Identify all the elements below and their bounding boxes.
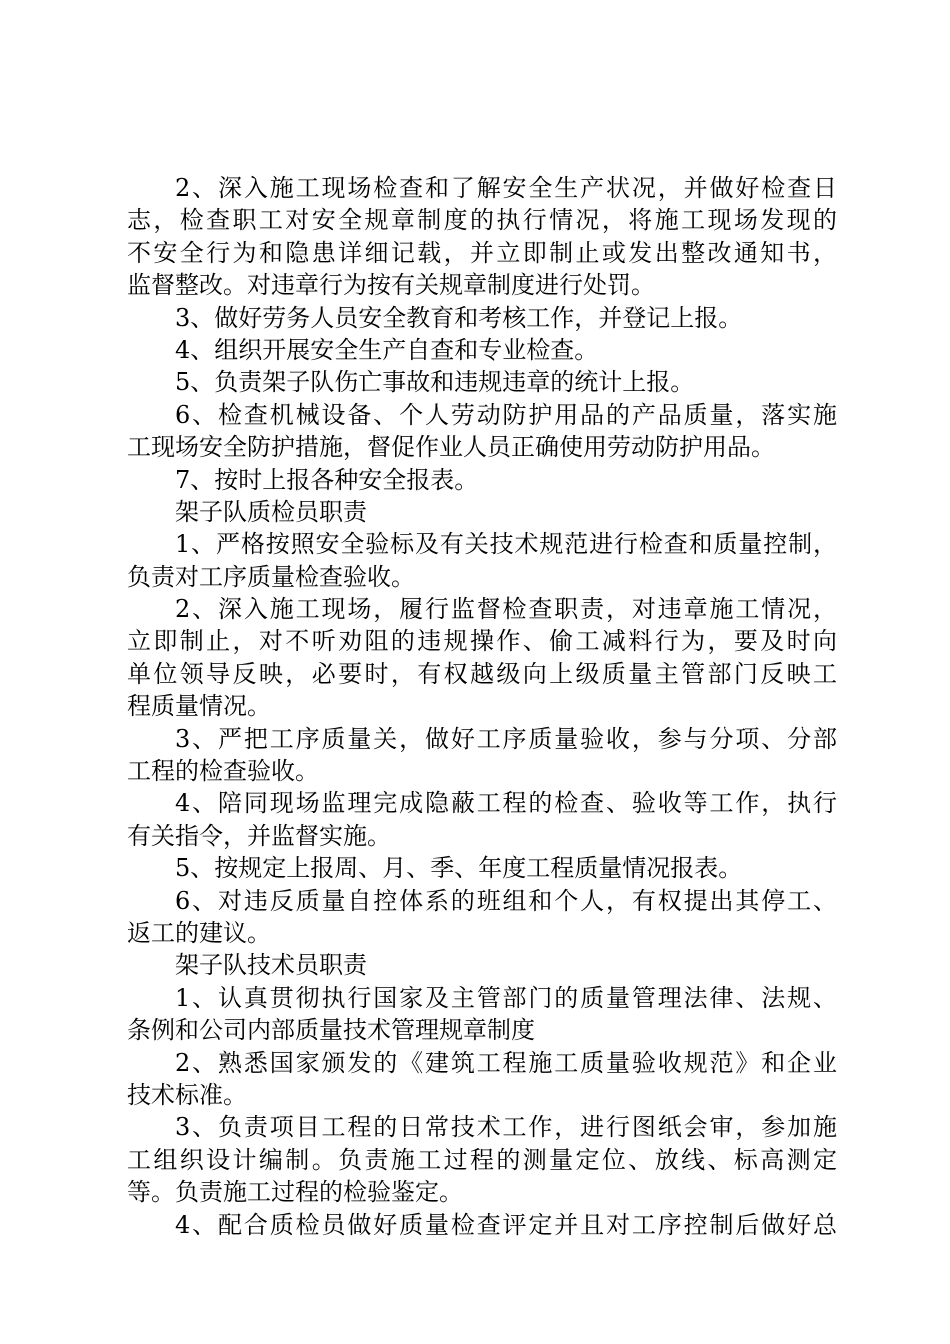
- text-line: 2、深入施工现场检查和了解安全生产状况，并做好检查日: [175, 174, 837, 202]
- text-line: 监督整改。对违章行为按有关规章制度进行处罚。: [127, 271, 655, 300]
- paragraph: [127, 787, 837, 852]
- paragraph: [127, 302, 837, 334]
- text-line: 5、负责架子队伤亡事故和违规违章的统计上报。: [175, 368, 695, 397]
- text-line: 技术标准。: [127, 1080, 247, 1109]
- text-line: 返工的建议。: [127, 918, 271, 947]
- text-line: 立即制止，对不听劝阻的违规操作、偷工减料行为，要及时向: [127, 627, 837, 656]
- text-line: 不安全行为和隐患详细记载，并立即制止或发出整改通知书，: [127, 238, 837, 267]
- paragraph: [127, 1111, 837, 1208]
- paragraph: [127, 464, 837, 496]
- text-line: 7、按时上报各种安全报表。: [175, 465, 479, 494]
- paragraph: [127, 172, 837, 302]
- document-page: [127, 172, 837, 1241]
- section-heading: 架子队技术员职责: [175, 951, 367, 980]
- paragraph: [127, 723, 837, 788]
- text-line: 负责对工序质量检查验收。: [127, 562, 415, 591]
- text-line: 工现场安全防护措施，督促作业人员正确使用劳动防护用品。: [127, 433, 775, 462]
- text-line: 4、配合质检员做好质量检查评定并且对工序控制后做好总: [175, 1210, 837, 1239]
- paragraph: [127, 852, 837, 884]
- text-line: 程质量情况。: [127, 692, 271, 721]
- paragraph: [127, 399, 837, 464]
- text-line: 3、严把工序质量关，做好工序质量验收，参与分项、分部: [175, 724, 837, 753]
- text-line: 3、负责项目工程的日常技术工作，进行图纸会审，参加施: [175, 1113, 837, 1142]
- paragraph: [127, 366, 837, 398]
- document-section: [127, 496, 837, 949]
- paragraph: [127, 528, 837, 593]
- text-line: 志，检查职工对安全规章制度的执行情况，将施工现场发现的: [127, 206, 837, 235]
- text-line: 6、对违反质量自控体系的班组和个人，有权提出其停工、: [175, 886, 837, 915]
- paragraph: [127, 334, 837, 366]
- section-heading: 架子队质检员职责: [175, 497, 367, 526]
- text-line: 3、做好劳务人员安全教育和考核工作，并登记上报。: [175, 303, 743, 332]
- text-line: 等。负责施工过程的检验鉴定。: [127, 1178, 463, 1207]
- paragraph: [127, 593, 837, 723]
- document-section: [127, 172, 837, 496]
- text-line: 4、组织开展安全生产自查和专业检查。: [175, 335, 599, 364]
- text-line: 2、深入施工现场，履行监督检查职责，对违章施工情况，: [175, 595, 837, 624]
- text-line: 条例和公司内部质量技术管理规章制度: [127, 1016, 535, 1045]
- text-line: 工组织设计编制。负责施工过程的测量定位、放线、标高测定: [127, 1145, 837, 1174]
- text-line: 4、陪同现场监理完成隐蔽工程的检查、验收等工作，执行: [175, 789, 837, 818]
- paragraph: [127, 1209, 837, 1241]
- paragraph: [127, 885, 837, 950]
- text-line: 有关指令，并监督实施。: [127, 821, 391, 850]
- text-line: 工程的检查验收。: [127, 757, 319, 786]
- paragraph: [127, 1047, 837, 1112]
- text-line: 2、熟悉国家颁发的《建筑工程施工质量验收规范》和企业: [175, 1048, 837, 1077]
- text-line: 1、认真贯彻执行国家及主管部门的质量管理法律、法规、: [175, 983, 837, 1012]
- document-section: [127, 949, 837, 1241]
- text-line: 单位领导反映，必要时，有权越级向上级质量主管部门反映工: [127, 659, 837, 688]
- paragraph: [127, 982, 837, 1047]
- text-line: 6、检查机械设备、个人劳动防护用品的产品质量，落实施: [175, 400, 837, 429]
- text-line: 1、严格按照安全验标及有关技术规范进行检查和质量控制，: [175, 530, 837, 559]
- text-line: 5、按规定上报周、月、季、年度工程质量情况报表。: [175, 854, 743, 883]
